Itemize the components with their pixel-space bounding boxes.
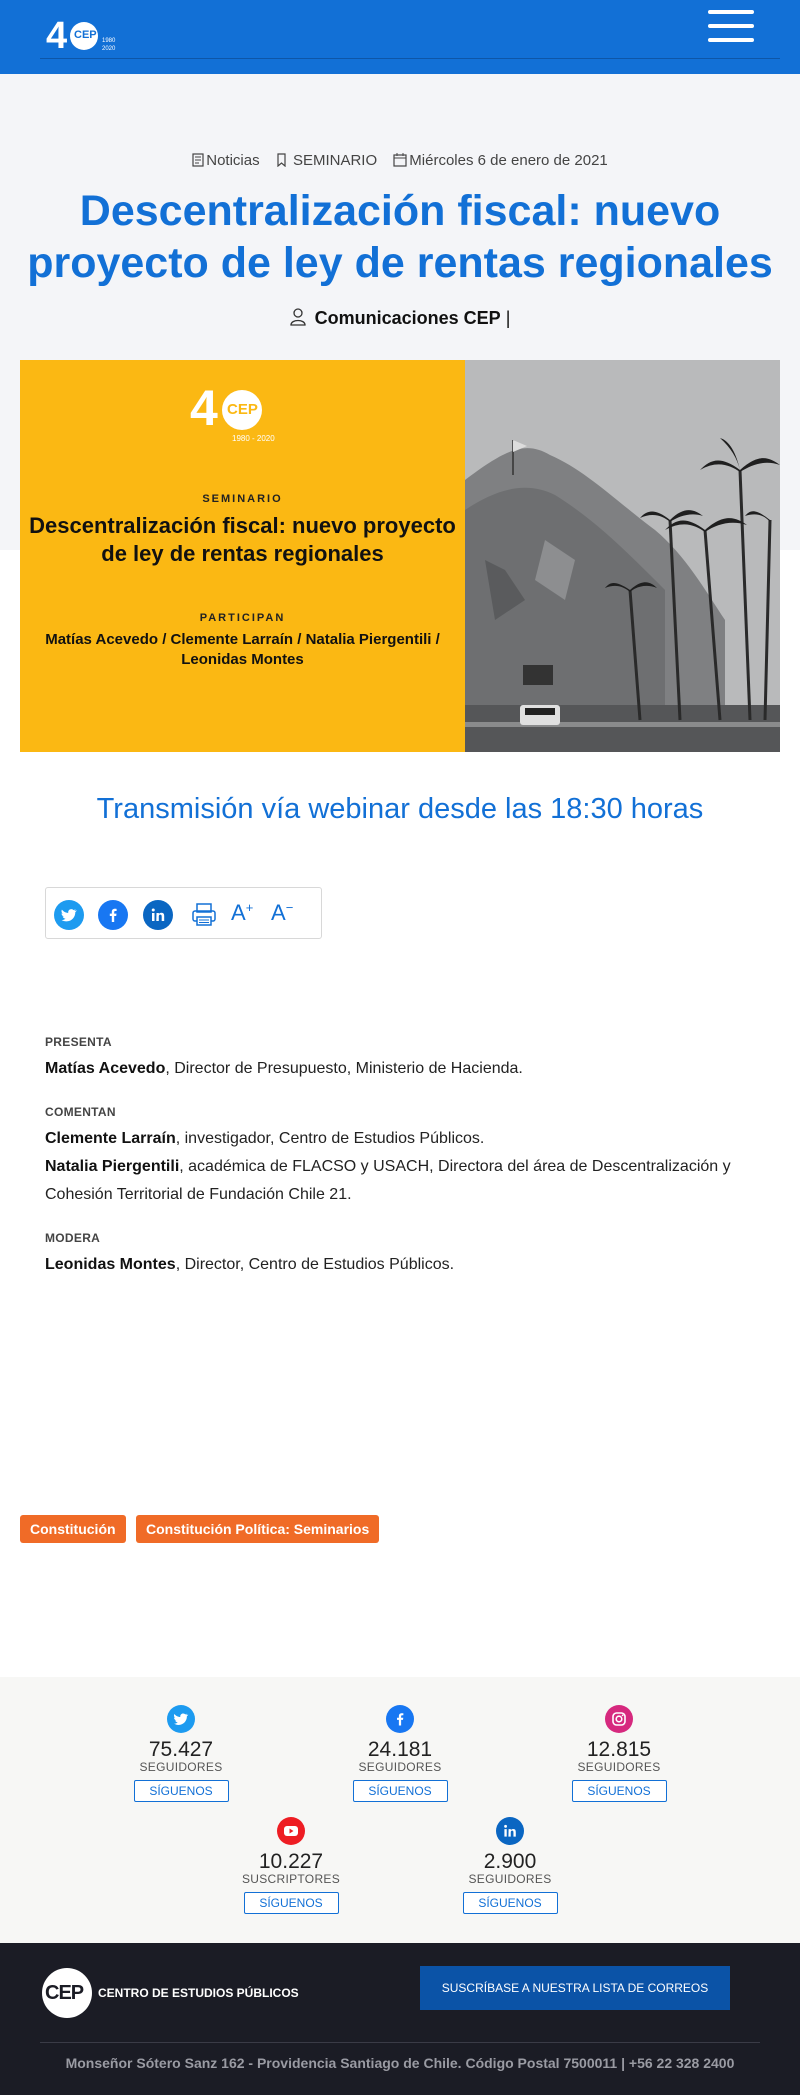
- follower-count: 75.427: [148, 1738, 214, 1761]
- print-icon[interactable]: [189, 900, 219, 930]
- footer-address: Monseñor Sótero Sanz 162 - Providencia Santiago de Chile. Código Postal 7500011 | +56 22 328 2400: [65, 2055, 735, 2071]
- participant-name: Clemente Larraín: [45, 1130, 176, 1147]
- follower-count: 24.181: [367, 1738, 433, 1761]
- follow-facebook-button[interactable]: SÍGUENOS: [353, 1780, 448, 1802]
- banner-logo-number: 4: [190, 380, 218, 436]
- hamburger-menu-icon[interactable]: [708, 10, 756, 46]
- follower-count: 2.900: [483, 1850, 537, 1873]
- comentan-label: COMENTAN: [45, 1105, 116, 1119]
- newsletter-subscribe-button[interactable]: SUSCRÍBASE A NUESTRA LISTA DE CORREOS: [420, 1966, 730, 2010]
- instagram-glyph: [605, 1705, 633, 1733]
- cep-40-logo[interactable]: [44, 16, 134, 60]
- banner-participants-label: PARTICIPAN: [199, 612, 286, 624]
- participant-name: Leonidas Montes: [45, 1256, 176, 1273]
- participant-name: Natalia Piergentili: [45, 1158, 180, 1175]
- site-header: [0, 0, 800, 74]
- author-name[interactable]: Comunicaciones CEP: [314, 308, 501, 328]
- participant-row: [45, 1125, 765, 1153]
- follower-count: 12.815: [586, 1738, 652, 1761]
- banner-logo-years: 1980 - 2020: [232, 434, 275, 443]
- header-divider: [40, 58, 780, 59]
- user-icon: [290, 308, 306, 326]
- subscriber-label: SUSCRIPTORES: [241, 1872, 341, 1886]
- font-decrease-sign: −: [285, 900, 294, 915]
- logo-text: CEP: [74, 29, 97, 41]
- facebook-f-glyph: [98, 900, 128, 930]
- share-toolbar: [45, 887, 322, 939]
- facebook-icon[interactable]: [386, 1705, 414, 1733]
- article-author: [0, 308, 800, 329]
- social-twitter: [101, 1705, 261, 1802]
- site-footer: [0, 1943, 800, 2095]
- participant-row: [45, 1153, 765, 1209]
- logo-year-start: 1980: [102, 38, 116, 44]
- follow-twitter-button[interactable]: SÍGUENOS: [134, 1780, 229, 1802]
- facebook-f-glyph: [386, 1705, 414, 1733]
- font-decrease-letter: A: [271, 900, 286, 925]
- participant-desc: , investigador, Centro de Estudios Públicos.: [175, 1130, 485, 1147]
- article-meta: [0, 152, 800, 169]
- follower-label: SEGUIDORES: [577, 1760, 661, 1774]
- banner-cep-logo: [190, 382, 300, 442]
- follow-linkedin-button[interactable]: SÍGUENOS: [463, 1892, 558, 1914]
- document-icon: [192, 153, 204, 167]
- printer-glyph: [189, 900, 219, 930]
- social-youtube: [211, 1817, 371, 1914]
- meta-date: [393, 152, 607, 169]
- footer-logo-text: CEP: [45, 1982, 84, 2004]
- twitter-bird-glyph: [167, 1705, 195, 1733]
- font-decrease-button[interactable]: [271, 900, 293, 926]
- presenta-section: [45, 1035, 765, 1083]
- modera-label: MODERA: [45, 1231, 101, 1245]
- linkedin-icon[interactable]: [143, 900, 173, 930]
- tag-constitucion[interactable]: Constitución: [20, 1515, 126, 1543]
- meta-type[interactable]: [276, 152, 377, 169]
- meta-category-label: Noticias: [206, 152, 260, 169]
- participant-desc: , Director de Presupuesto, Ministerio de Hacienda.: [165, 1060, 523, 1077]
- presenta-label: PRESENTA: [45, 1035, 112, 1049]
- social-linkedin: [430, 1817, 590, 1914]
- follower-label: SEGUIDORES: [468, 1872, 552, 1886]
- banner-participants: Matías Acevedo / Clemente Larraín / Natalia Piergentili / Leonidas Montes: [45, 631, 440, 668]
- landscape-illustration: [465, 360, 780, 752]
- article-title: Descentralización fiscal: nuevo proyecto de ley de rentas regionales: [27, 187, 773, 287]
- social-instagram: [539, 1705, 699, 1802]
- footer-org-name: CENTRO DE ESTUDIOS PÚBLICOS: [98, 1986, 299, 2000]
- participant-desc: , académica de FLACSO y USACH, Directora del área de Descentralización y Cohesión Territorial de Fundación Chile 21.: [45, 1158, 731, 1203]
- follower-label: SEGUIDORES: [358, 1760, 442, 1774]
- article-body: [45, 1035, 765, 1301]
- follow-instagram-button[interactable]: SÍGUENOS: [572, 1780, 667, 1802]
- logo-number: 4: [46, 15, 68, 57]
- twitter-bird-glyph: [54, 900, 84, 930]
- font-increase-sign: +: [245, 900, 254, 915]
- linkedin-icon[interactable]: [496, 1817, 524, 1845]
- subscriber-count: 10.227: [258, 1850, 324, 1873]
- webinar-notice: Transmisión vía webinar desde las 18:30 horas: [96, 793, 704, 825]
- meta-date-label: Miércoles 6 de enero de 2021: [409, 152, 608, 169]
- meta-category[interactable]: [192, 152, 259, 169]
- font-increase-letter: A: [231, 900, 246, 925]
- modera-section: [45, 1231, 765, 1279]
- linkedin-in-glyph: [496, 1817, 524, 1845]
- banner-text-panel: [20, 360, 465, 752]
- participant-row: [45, 1251, 765, 1279]
- linkedin-in-glyph: [143, 900, 173, 930]
- participant-row: [45, 1055, 765, 1083]
- follow-youtube-button[interactable]: SÍGUENOS: [244, 1892, 339, 1914]
- twitter-icon[interactable]: [54, 900, 84, 930]
- banner-logo-text: CEP: [227, 401, 258, 418]
- youtube-icon[interactable]: [277, 1817, 305, 1845]
- facebook-icon[interactable]: [98, 900, 128, 930]
- participant-name: Matías Acevedo: [45, 1060, 166, 1077]
- seminar-banner-image: [20, 360, 780, 752]
- calendar-icon: [393, 153, 407, 167]
- tag-constitucion-politica-seminarios[interactable]: Constitución Política: Seminarios: [136, 1515, 379, 1543]
- participant-desc: , Director, Centro de Estudios Públicos.: [175, 1256, 455, 1273]
- meta-type-label: SEMINARIO: [292, 152, 378, 169]
- logo-year-end: 2020: [102, 46, 116, 52]
- instagram-icon[interactable]: [605, 1705, 633, 1733]
- footer-divider: [40, 2042, 760, 2043]
- twitter-icon[interactable]: [167, 1705, 195, 1733]
- bookmark-icon: [276, 153, 287, 167]
- comentan-section: [45, 1105, 765, 1209]
- youtube-play-glyph: [277, 1817, 305, 1845]
- author-separator: |: [505, 308, 511, 328]
- social-facebook: [320, 1705, 480, 1802]
- banner-seminar-label: SEMINARIO: [202, 493, 283, 505]
- banner-title: Descentralización fiscal: nuevo proyecto de ley de rentas regionales: [29, 513, 456, 566]
- follower-label: SEGUIDORES: [139, 1760, 223, 1774]
- article-tags: [20, 1515, 385, 1543]
- font-increase-button[interactable]: [231, 900, 253, 926]
- banner-photo-morro: [465, 360, 780, 752]
